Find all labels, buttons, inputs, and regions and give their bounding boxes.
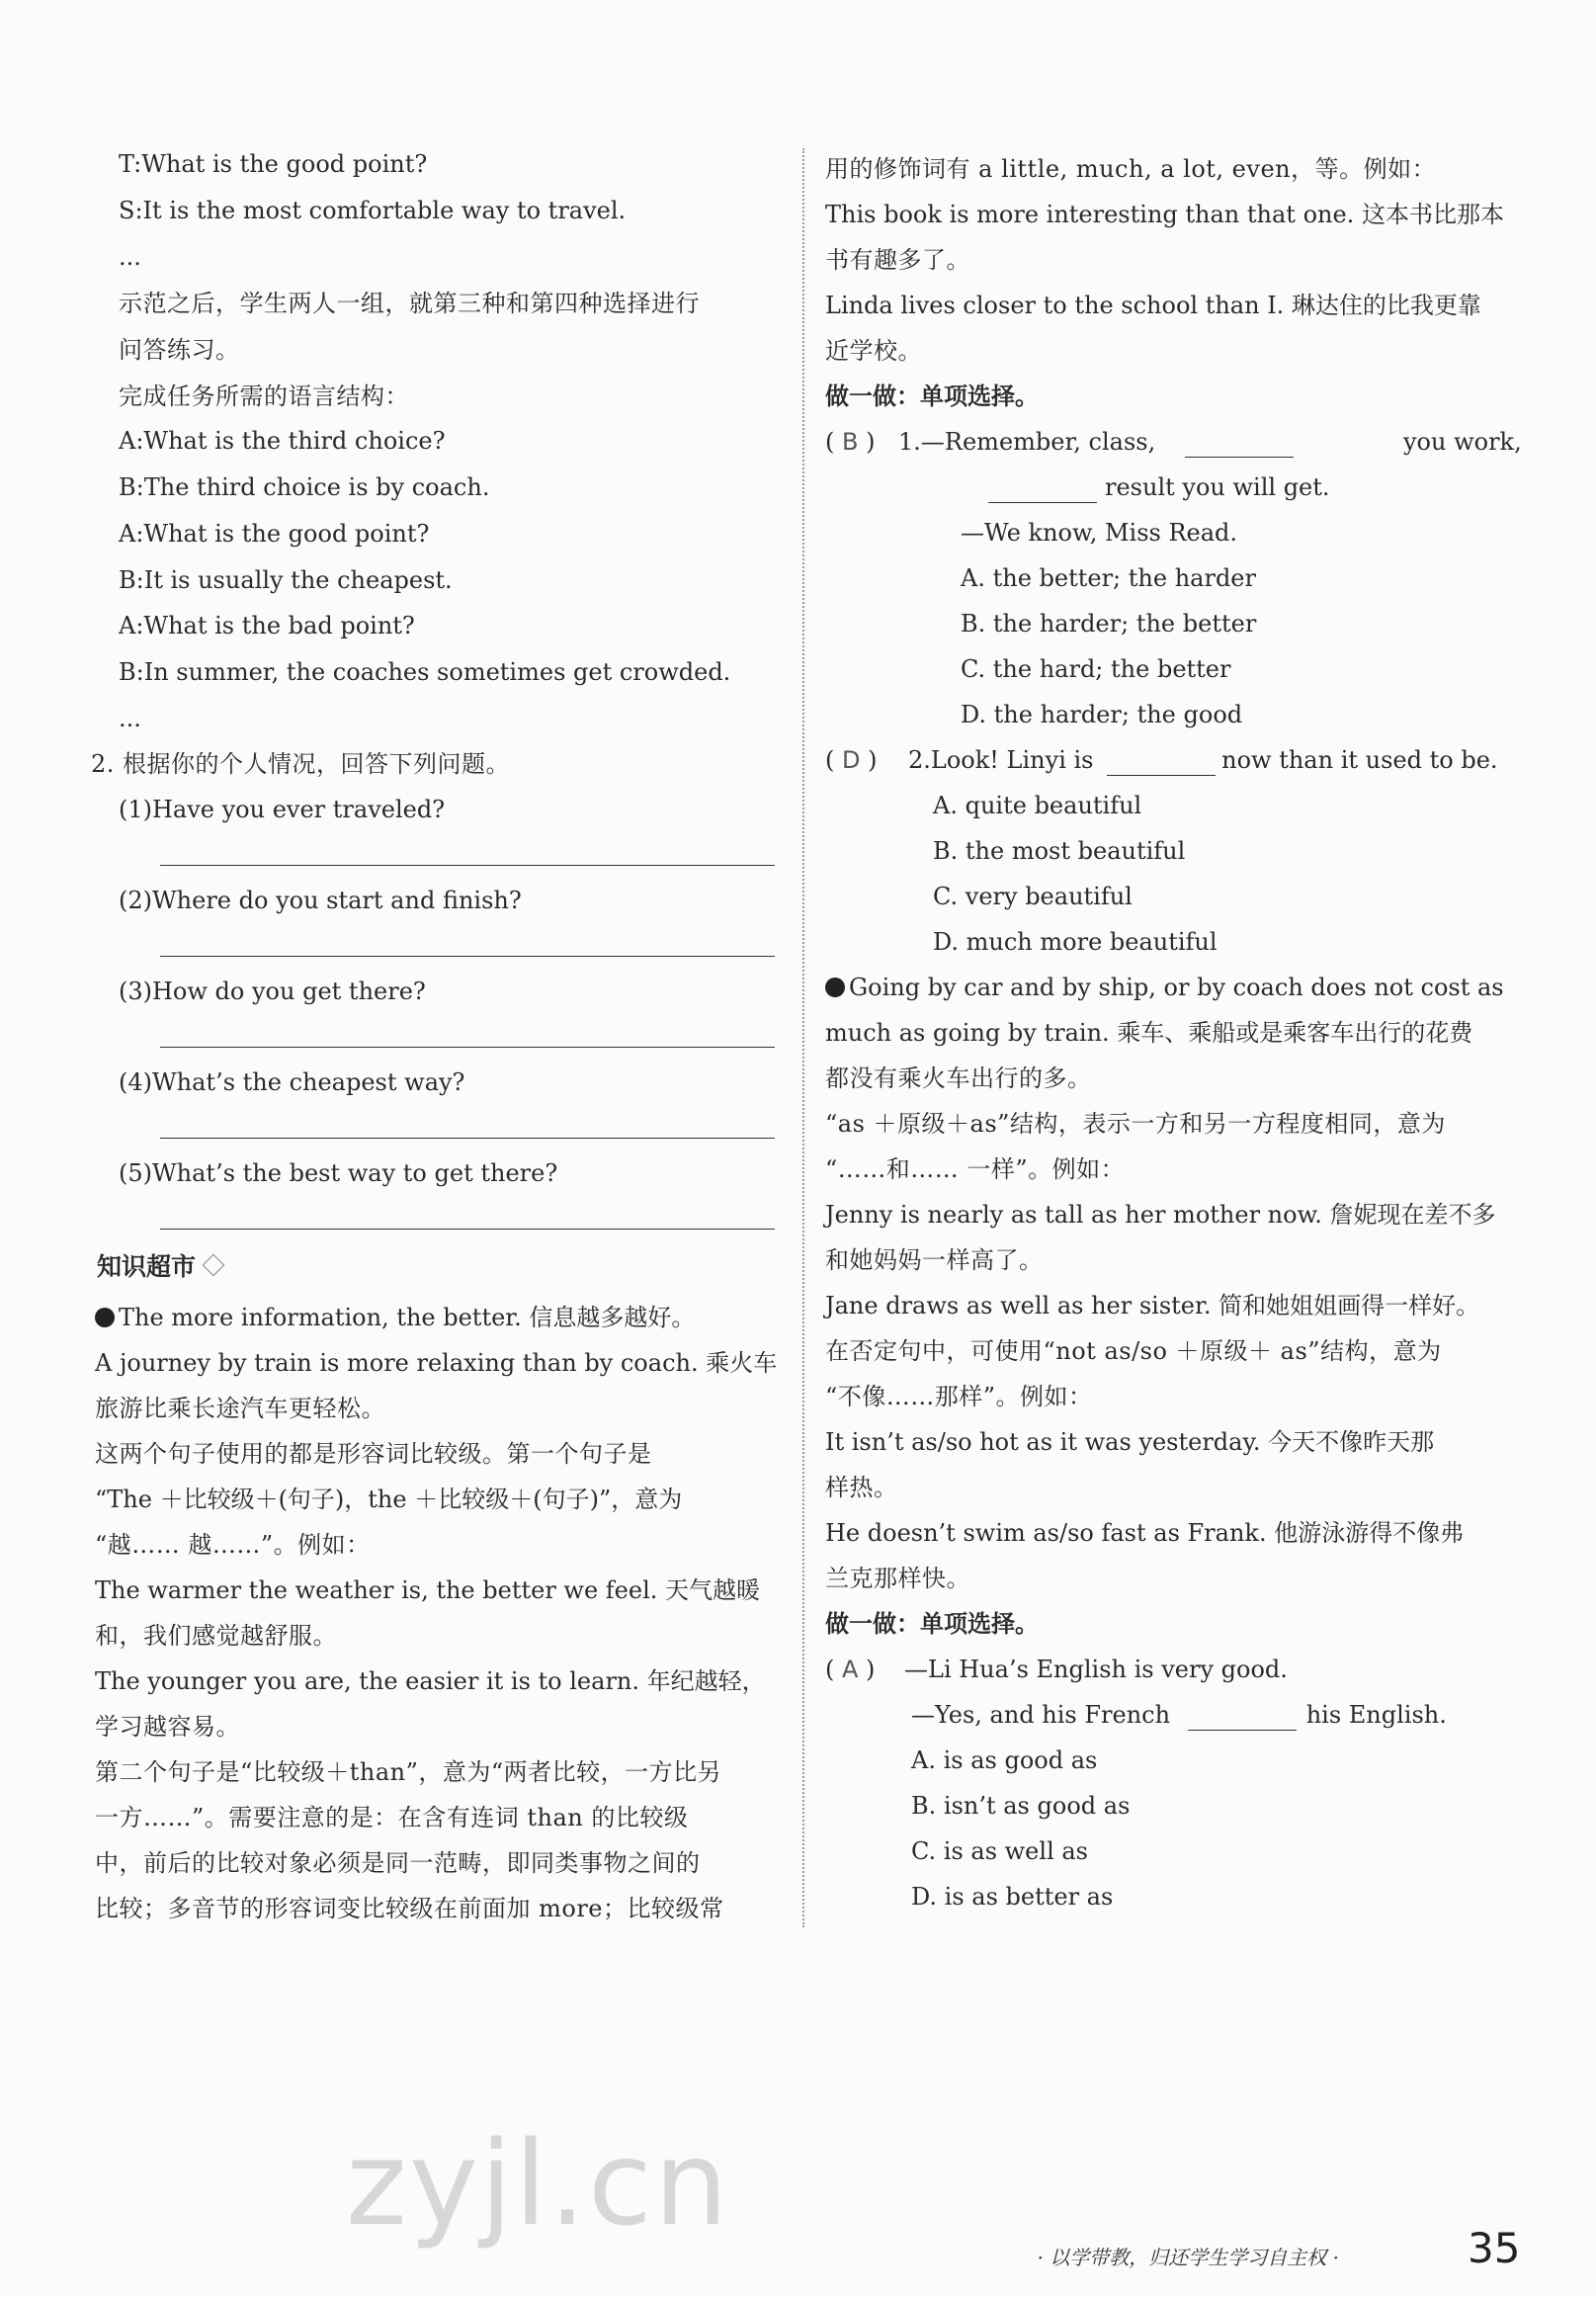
question-4: (4)What’s the cheapest way? (119, 1068, 465, 1096)
knowledge-line: 一方……”。需要注意的是：在含有连词 than 的比较级 (95, 1804, 689, 1831)
as-text: Going by car and by ship, or by coach does not cost as (849, 974, 1504, 1001)
question-1-line2 (988, 471, 1330, 503)
diamond-icon (203, 1254, 225, 1277)
question-text: Look! Linyi is (930, 746, 1094, 774)
watermark: zyjl.cn (346, 2115, 730, 2252)
question-3: (3)How do you get there? (119, 978, 426, 1005)
answer-value: D (842, 746, 861, 774)
question-number: 2. (908, 746, 931, 774)
answer-paren[interactable]: ( D ) (825, 746, 878, 774)
answer-line-4[interactable] (160, 1138, 775, 1139)
as-line: “不像……那样”。例如： (825, 1383, 1093, 1410)
as-line: much as going by train. 乘车、乘船或是乘客车出行的花费 (825, 1019, 1473, 1047)
option-c[interactable]: C. the hard; the better (961, 655, 1231, 683)
as-line: “……和…… 一样”。例如： (825, 1155, 1126, 1183)
task-2-title: 2. 根据你的个人情况，回答下列问题。 (91, 750, 511, 778)
dialogue-line: A:What is the good point? (119, 520, 430, 548)
question-text: now than it used to be. (1221, 746, 1498, 774)
answer-line-5[interactable] (160, 1229, 775, 1230)
dialogue-line: S:It is the most comfortable way to travel. (119, 197, 627, 224)
answer-line-1[interactable] (160, 865, 775, 866)
knowledge-line: 旅游比乘长途汽车更轻松。 (95, 1395, 385, 1422)
instruction-text: 示范之后，学生两人一组，就第三种和第四种选择进行 (119, 290, 700, 317)
dialogue-line: T:What is the good point? (119, 150, 428, 178)
intro-line: 书有趣多了。 (825, 246, 970, 274)
intro-line: 近学校。 (825, 337, 922, 365)
as-line: 样热。 (825, 1474, 898, 1501)
question-text: his English. (1305, 1701, 1447, 1729)
knowledge-line: 第二个句子是“比较级＋than”，意为“两者比较，一方比另 (95, 1758, 722, 1786)
option-d[interactable]: D. is as better as (911, 1883, 1114, 1911)
as-line: 和她妈妈一样高了。 (825, 1246, 1044, 1274)
reply-text: —We know, Miss Read. (961, 519, 1238, 547)
page-number: 35 (1468, 2224, 1521, 2272)
knowledge-heading (97, 1251, 221, 1283)
dialogue-line: B:The third choice is by coach. (119, 473, 490, 501)
blank[interactable] (988, 480, 1097, 503)
knowledge-line: The younger you are, the easier it is to learn. 年纪越轻， (95, 1667, 766, 1695)
question-text: —Remember, class, (920, 428, 1156, 456)
knowledge-line: 学习越容易。 (95, 1713, 240, 1741)
option-c[interactable]: C. is as well as (911, 1837, 1088, 1865)
knowledge-line: 和，我们感觉越舒服。 (95, 1622, 337, 1650)
question-text: you work, (1403, 428, 1522, 456)
option-b[interactable]: B. the most beautiful (933, 837, 1186, 865)
as-line: Jenny is nearly as tall as her mother now. 詹妮现在差不多 (825, 1201, 1496, 1229)
question-3-line2 (911, 1699, 1447, 1731)
option-c[interactable]: C. very beautiful (933, 883, 1133, 910)
knowledge-line: “越…… 越……”。例如： (95, 1531, 371, 1559)
knowledge-line: The warmer the weather is, the better we feel. 天气越暖 (95, 1576, 761, 1604)
question-text: —Li Hua’s English is very good. (904, 1656, 1288, 1683)
structure-label: 完成任务所需的语言结构： (119, 383, 409, 410)
answer-line-2[interactable] (160, 956, 775, 957)
question-1: (1)Have you ever traveled? (119, 796, 446, 823)
blank[interactable] (1185, 435, 1294, 458)
knowledge-text: The more information, the better. 信息越多越好。 (119, 1304, 696, 1331)
as-line: 兰克那样快。 (825, 1565, 970, 1592)
as-line: 在否定句中，可使用“not as/so ＋原级＋ as”结构，意为 (825, 1337, 1442, 1365)
instruction-text: 问答练习。 (119, 336, 240, 364)
intro-line: Linda lives closer to the school than I. 琳达住的比我更靠 (825, 292, 1481, 319)
column-divider (802, 148, 804, 1927)
option-a[interactable]: A. the better; the harder (961, 564, 1256, 592)
bullet-icon (825, 978, 845, 997)
knowledge-line: “The ＋比较级＋(句子)，the ＋比较级＋(句子)”，意为 (95, 1486, 683, 1513)
dialogue-line: B:In summer, the coaches sometimes get crowded. (119, 658, 731, 686)
ellipsis: ... (119, 705, 141, 732)
question-text: result you will get. (1105, 473, 1330, 501)
knowledge-line (95, 1302, 695, 1333)
answer-paren[interactable]: ( A ) (825, 1656, 876, 1683)
question-3-line (825, 1654, 1288, 1685)
question-2-line (825, 744, 1498, 776)
intro-line: 用的修饰词有 a little, much, a lot, even，等。例如： (825, 155, 1437, 183)
footer-slogan: · 以学带教，归还学生学习自主权 · (1037, 2246, 1339, 2269)
intro-line: This book is more interesting than that one. 这本书比那本 (825, 201, 1504, 228)
as-line: 都没有乘火车出行的多。 (825, 1064, 1092, 1092)
blank[interactable] (1107, 753, 1216, 776)
option-d[interactable]: D. the harder; the good (961, 701, 1243, 728)
question-number: 1. (898, 428, 921, 456)
knowledge-line: A journey by train is more relaxing than by coach. 乘火车 (95, 1349, 778, 1377)
question-1-line (825, 426, 1315, 458)
answer-line-3[interactable] (160, 1047, 775, 1048)
option-a[interactable]: A. quite beautiful (933, 792, 1142, 819)
option-a[interactable]: A. is as good as (911, 1746, 1098, 1774)
option-b[interactable]: B. the harder; the better (961, 610, 1257, 638)
dialogue-line: A:What is the bad point? (119, 612, 415, 639)
knowledge-heading-text: 知识超市 (97, 1252, 197, 1281)
question-2: (2)Where do you start and finish? (119, 887, 522, 914)
bullet-icon (95, 1308, 115, 1327)
practice-label: 做一做：单项选择。 (825, 1610, 1039, 1638)
knowledge-line: 这两个句子使用的都是形容词比较级。第一个句子是 (95, 1440, 652, 1468)
option-d[interactable]: D. much more beautiful (933, 928, 1218, 956)
as-line: Jane draws as well as her sister. 简和她姐姐画得一样好。 (825, 1292, 1480, 1319)
as-line: It isn’t as/so hot as it was yesterday. 今天不像昨天那 (825, 1428, 1435, 1456)
ellipsis: ... (119, 243, 141, 271)
blank[interactable] (1188, 1708, 1297, 1731)
as-line (825, 972, 1504, 1003)
answer-value: A (842, 1656, 859, 1683)
question-5: (5)What’s the best way to get there? (119, 1159, 558, 1187)
practice-label: 做一做：单项选择。 (825, 383, 1039, 410)
knowledge-line: 中，前后的比较对象必须是同一范畴，即同类事物之间的 (95, 1849, 701, 1877)
dialogue-line: A:What is the third choice? (119, 427, 446, 455)
knowledge-line: 比较；多音节的形容词变比较级在前面加 more；比较级常 (95, 1895, 724, 1922)
as-line: “as ＋原级＋as”结构，表示一方和另一方程度相同，意为 (825, 1110, 1446, 1138)
as-line: He doesn’t swim as/so fast as Frank. 他游泳游得不像弗 (825, 1519, 1465, 1547)
question-text: —Yes, and his French (911, 1701, 1171, 1729)
answer-paren[interactable]: ( B ) (825, 428, 876, 456)
option-b[interactable]: B. isn’t as good as (911, 1792, 1131, 1820)
answer-value: B (842, 428, 859, 456)
dialogue-line: B:It is usually the cheapest. (119, 566, 453, 594)
